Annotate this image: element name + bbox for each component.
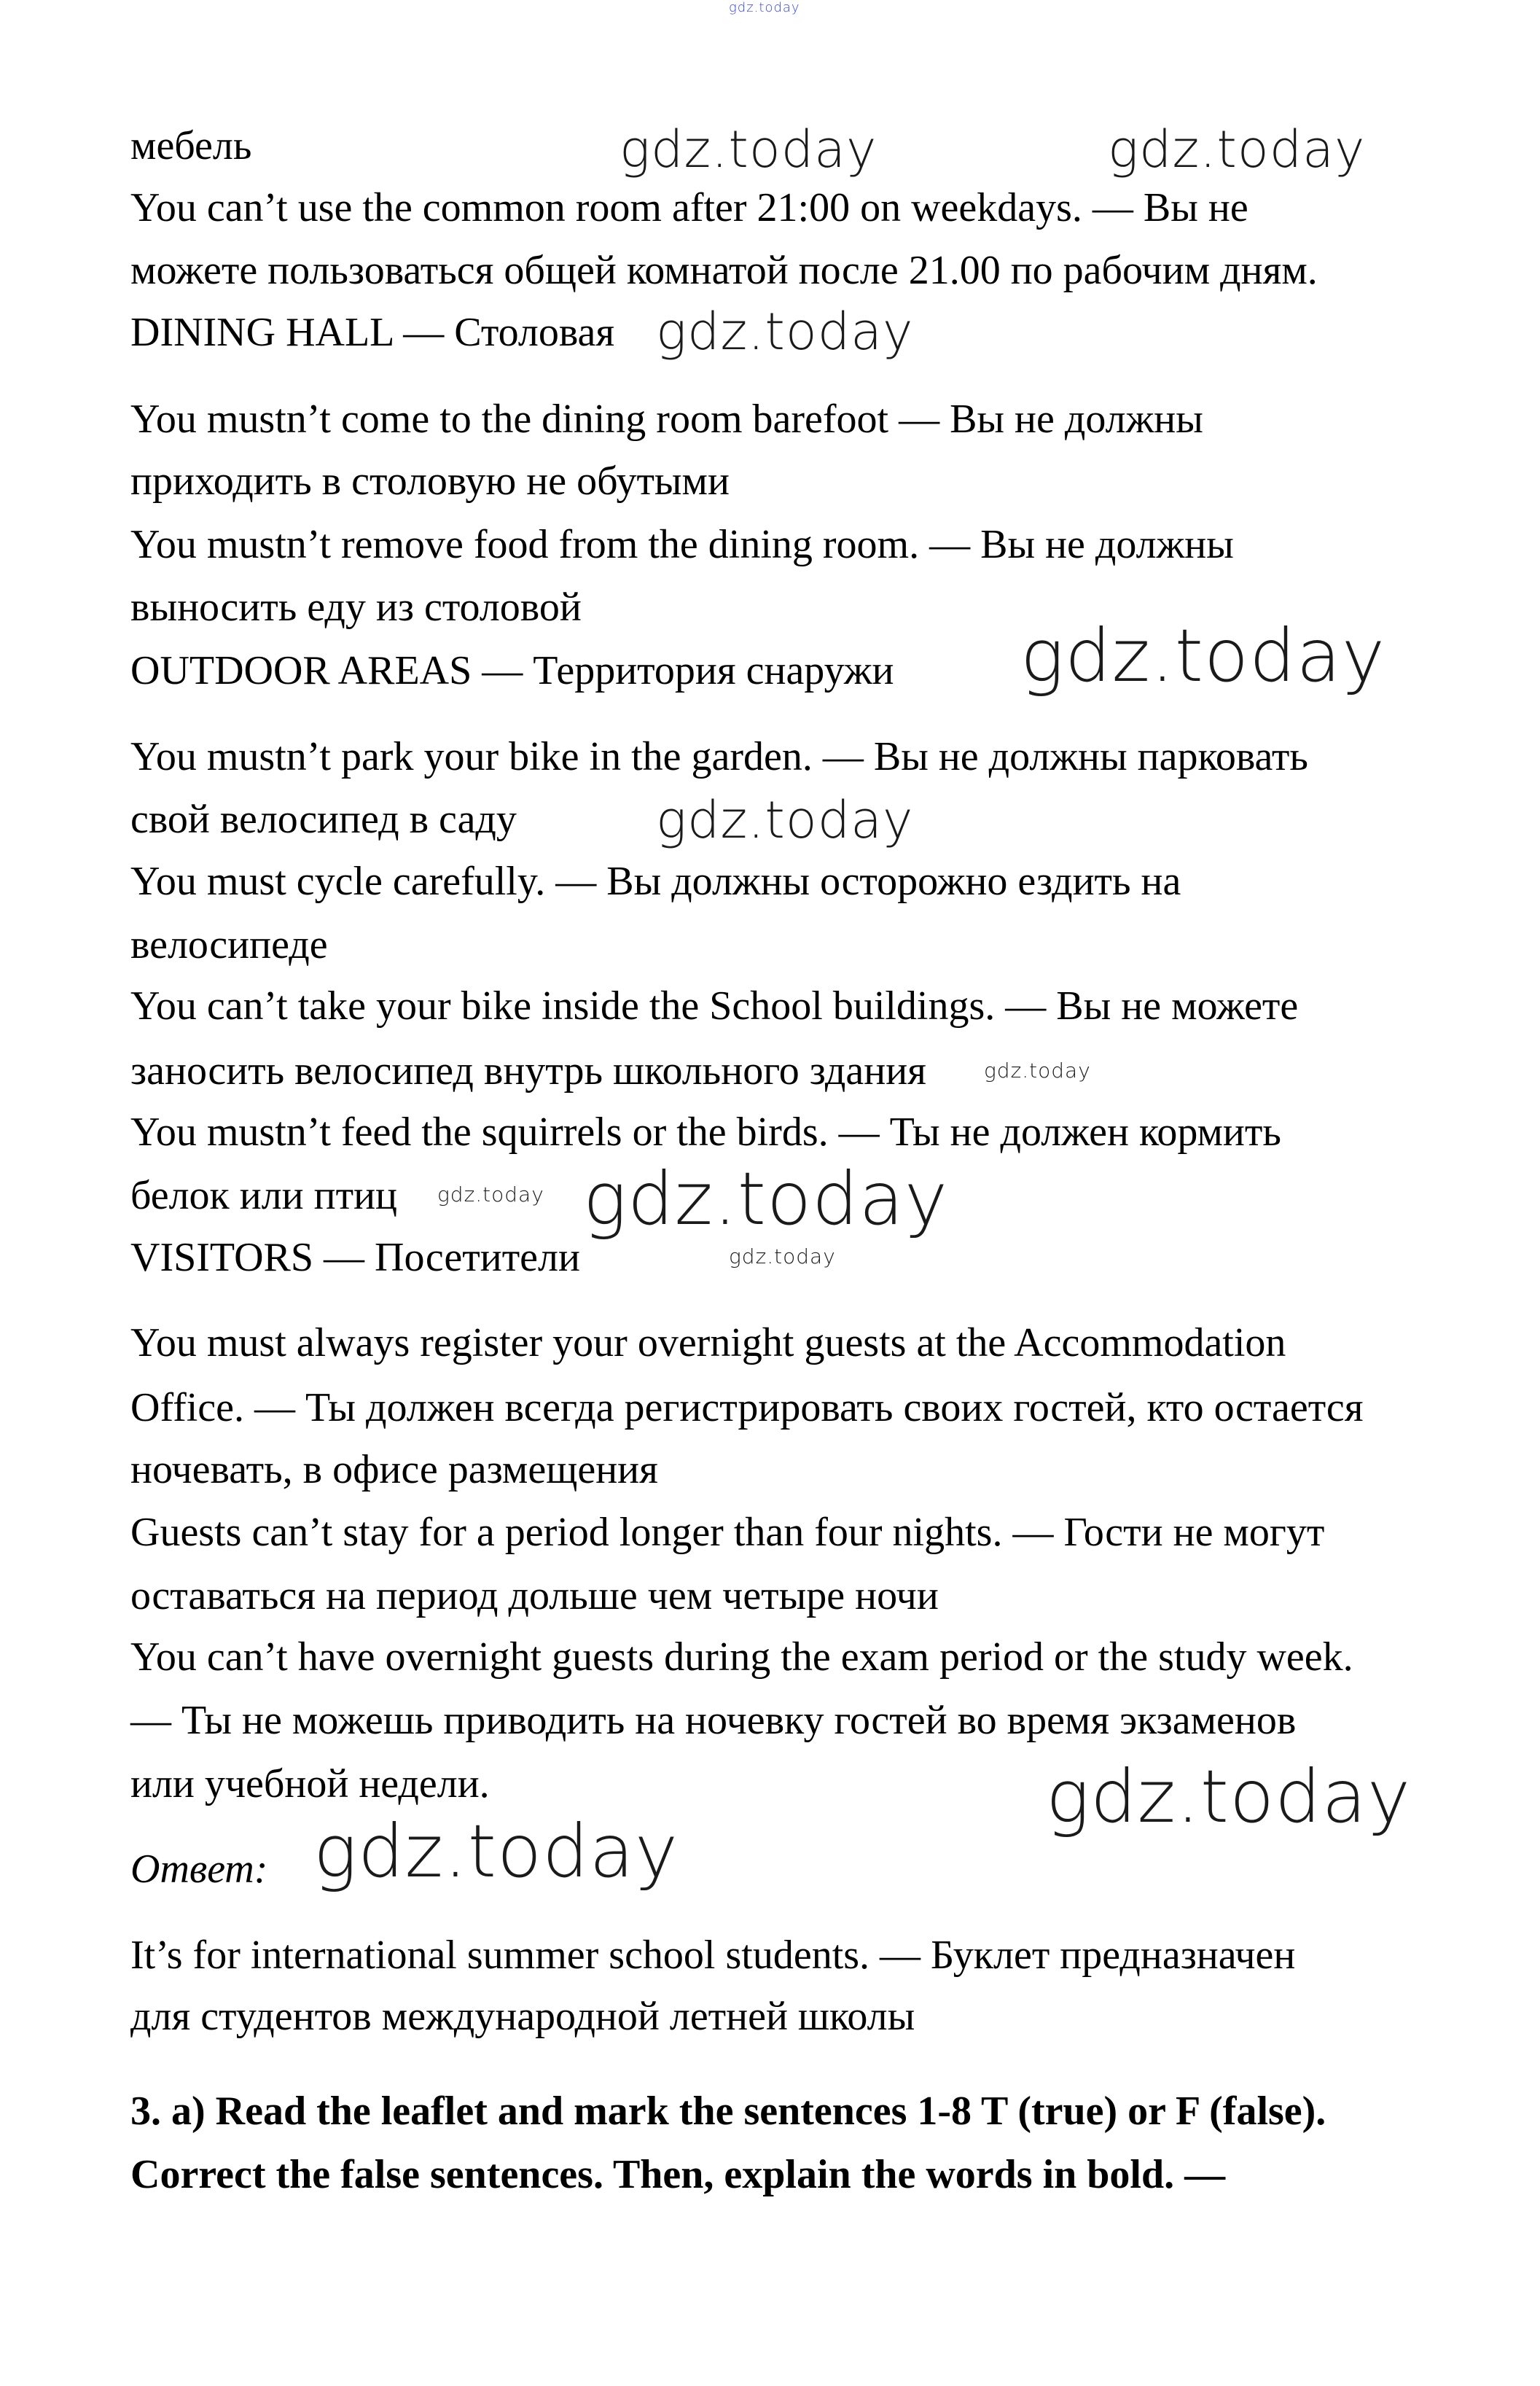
text-line: приходить в столовую не обутыми — [130, 459, 730, 504]
text-line: You can’t use the common room after 21:00 on weekdays. — Вы не — [130, 185, 1248, 230]
answer-label: Ответ: — [130, 1847, 268, 1892]
watermark: gdz.today — [729, 1244, 836, 1268]
text-line: можете пользоваться общей комнатой после 21.00 по рабочим дням. — [130, 248, 1318, 293]
watermark: gdz.today — [656, 790, 914, 850]
text-line: You can’t take your bike inside the School buildings. — Вы не можете — [130, 983, 1299, 1029]
watermark: gdz.today — [619, 120, 878, 179]
text-line: мебель — [130, 123, 252, 168]
task-heading: 3. a) Read the leaflet and mark the sentences 1-8 T (true) or F (false). — [130, 2089, 1326, 2134]
text-line: заносить велосипед внутрь школьного здания — [130, 1048, 926, 1093]
text-line: You mustn’t come to the dining room barefoot — Вы не должны — [130, 397, 1203, 442]
section-heading-visitors: VISITORS — Посетители — [130, 1235, 580, 1280]
watermark: gdz.today — [1046, 1754, 1412, 1839]
text-line: You mustn’t remove food from the dining room. — Вы не должны — [130, 522, 1234, 567]
answer-line: для студентов международной летней школы — [130, 1994, 915, 2039]
text-line: You can’t have overnight guests during the exam period or the study week. — [130, 1634, 1353, 1680]
text-line: You mustn’t park your bike in the garden. — Вы не должны парковать — [130, 734, 1308, 779]
section-heading-dining-hall: DINING HALL — Столовая — [130, 310, 615, 355]
text-line: Guests can’t stay for a period longer than four nights. — Гости не могут — [130, 1510, 1325, 1555]
answer-line: It’s for international summer school students. — Буклет предназначен — [130, 1933, 1296, 1978]
text-line: ночевать, в офисе размещения — [130, 1447, 658, 1492]
text-line: свой велосипед в саду — [130, 797, 517, 842]
text-line: оставаться на период дольше чем четыре ночи — [130, 1573, 939, 1618]
watermark: gdz.today — [984, 1059, 1091, 1083]
watermark: gdz.today — [1108, 120, 1366, 179]
watermark: gdz.today — [437, 1182, 544, 1206]
watermark: gdz.today — [1020, 613, 1386, 698]
text-line: Office. — Ты должен всегда регистрировать своих гостей, кто остается — [130, 1385, 1364, 1430]
text-line: You must cycle carefully. — Вы должны осторожно ездить на — [130, 859, 1181, 904]
text-line: выносить еду из столовой — [130, 585, 582, 630]
watermark-top: gdz.today — [729, 0, 800, 15]
watermark: gdz.today — [656, 302, 914, 362]
text-line: велосипеде — [130, 922, 328, 967]
text-line: You mustn’t feed the squirrels or the birds. — Ты не должен кормить — [130, 1110, 1281, 1155]
text-line: белок или птиц — [130, 1173, 398, 1218]
section-heading-outdoor-areas: OUTDOOR AREAS — Территория снаружи — [130, 648, 894, 693]
watermark: gdz.today — [583, 1156, 949, 1241]
watermark: gdz.today — [313, 1809, 679, 1894]
text-line: — Ты не можешь приводить на ночевку гостей во время экзаменов — [130, 1698, 1297, 1743]
task-heading: Correct the false sentences. Then, explain the words in bold. — — [130, 2152, 1226, 2197]
text-line: или учебной недели. — [130, 1761, 490, 1806]
text-line: You must always register your overnight guests at the Accommodation — [130, 1320, 1286, 1365]
